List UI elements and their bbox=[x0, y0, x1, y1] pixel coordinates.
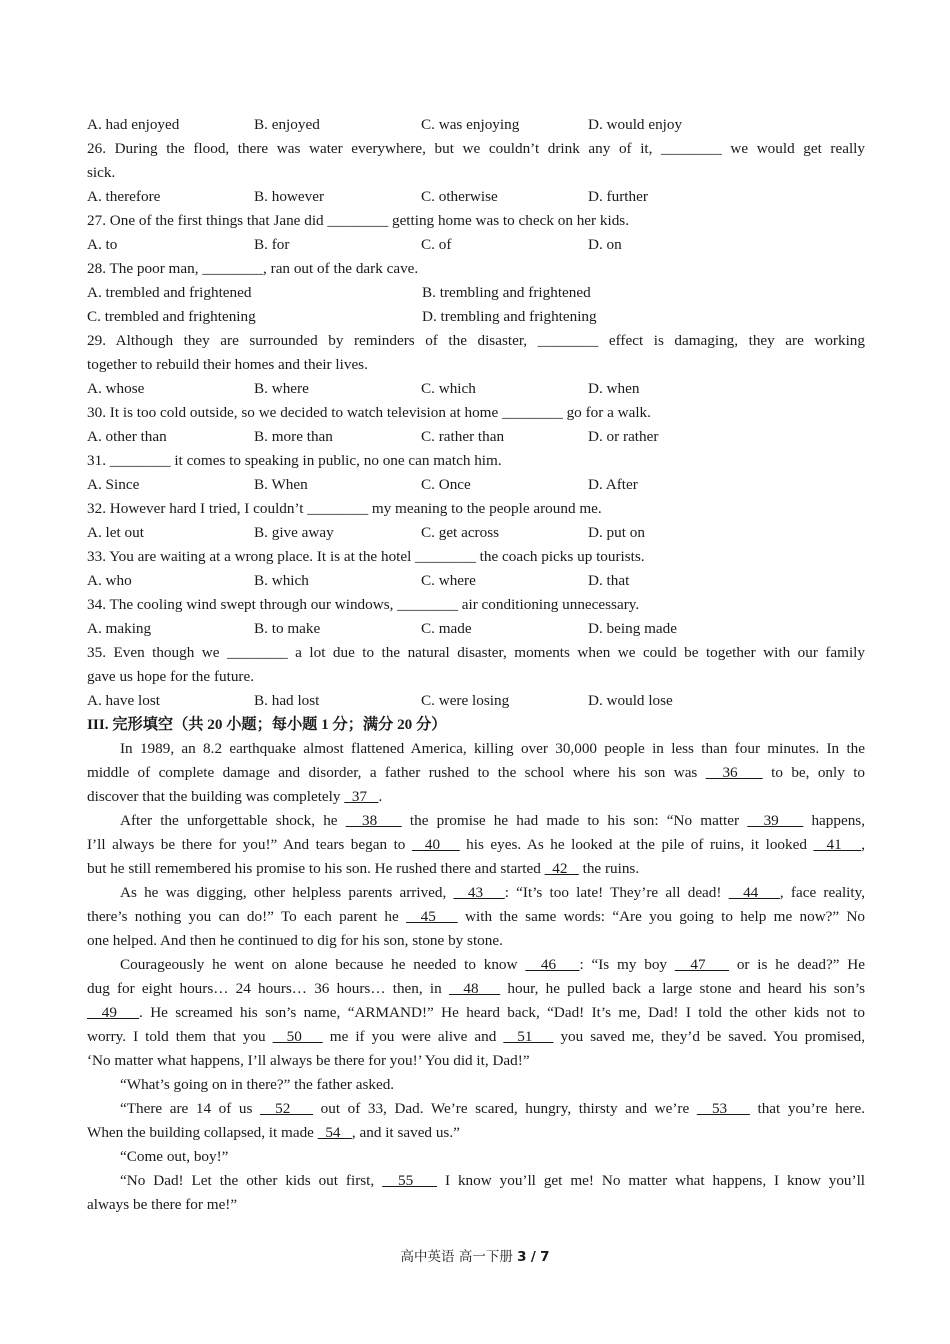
option: B. for bbox=[254, 236, 290, 253]
option: D. would lose bbox=[588, 692, 673, 709]
passage-line: dug for eight hours… 24 hours… 36 hours… then, in 48 hour, he pulled back a large stone and heard his son’s bbox=[87, 980, 865, 997]
cloze-blank: 52 bbox=[259, 1100, 314, 1117]
option: B. where bbox=[254, 380, 309, 397]
passage-line: “What’s going on in there?” the father asked. bbox=[120, 1076, 395, 1093]
q28-options-row1 bbox=[87, 281, 865, 305]
passage-line: 49 . He screamed his son’s name, “ARMAND!” He heard back, “Dad! It’s me, Dad! I told the other kids not to bbox=[87, 1004, 865, 1021]
q30-options bbox=[87, 425, 865, 449]
option: D. further bbox=[588, 188, 648, 205]
option: B. enjoyed bbox=[254, 116, 320, 133]
passage-line: there’s nothing you can do!” To each parent he 45 with the same words: “Are you going to help me now?” No bbox=[87, 908, 865, 925]
question-26: 26. During the flood, there was water everywhere, but we couldn’t drink any of it, ________ we would get really bbox=[87, 140, 865, 157]
option: A. have lost bbox=[87, 692, 160, 709]
option: C. were losing bbox=[421, 692, 510, 709]
passage-line: I’ll always be there for you!” And tears began to 40 his eyes. As he looked at the pile of ruins, it looked 41 , bbox=[87, 836, 865, 853]
passage-line: Courageously he went on alone because he needed to know 46 : “Is my boy 47 or is he dead?” He bbox=[120, 956, 865, 973]
cloze-blank: 38 bbox=[345, 812, 402, 829]
cloze-blank: 48 bbox=[448, 980, 501, 997]
option: C. was enjoying bbox=[421, 116, 520, 133]
q26-options bbox=[87, 185, 865, 209]
cloze-blank: 37 bbox=[344, 788, 379, 805]
option: C. which bbox=[421, 380, 476, 397]
cloze-blank: 53 bbox=[696, 1100, 750, 1117]
question-30: 30. It is too cold outside, so we decided to watch television at home ________ go for a walk. bbox=[87, 404, 651, 421]
cloze-blank: 41 bbox=[813, 836, 862, 853]
exam-page bbox=[87, 113, 865, 1217]
option: D. on bbox=[588, 236, 622, 253]
cloze-blank: 39 bbox=[747, 812, 804, 829]
passage-line: “There are 14 of us 52 out of 33, Dad. We’re scared, hungry, thirsty and we’re 53 that you’re here. bbox=[120, 1100, 865, 1117]
question-32: 32. However hard I tried, I couldn’t ________ my meaning to the people around me. bbox=[87, 500, 602, 517]
question-34: 34. The cooling wind swept through our windows, ________ air conditioning unnecessary. bbox=[87, 596, 640, 613]
passage-line: As he was digging, other helpless parents arrived, 43 : “It’s too late! They’re all dead! 44 , face reality, bbox=[120, 884, 865, 901]
option: A. other than bbox=[87, 428, 167, 445]
passage-line: one helped. And then he continued to dig for his son, stone by stone. bbox=[87, 932, 503, 949]
option: D. trembling and frightening bbox=[422, 308, 597, 325]
footer-separator: / bbox=[530, 1249, 536, 1265]
question-31: 31. ________ it comes to speaking in public, no one can match him. bbox=[87, 452, 502, 469]
question-27: 27. One of the first things that Jane did ________ getting home was to check on her kids. bbox=[87, 212, 630, 229]
passage-line: middle of complete damage and disorder, a father rushed to the school where his son was 36 to be, only to bbox=[87, 764, 865, 781]
q35-options bbox=[87, 689, 865, 713]
passage-line: ‘No matter what happens, I’ll always be there for you!’ You did it, Dad!” bbox=[87, 1052, 530, 1069]
q25-options bbox=[87, 113, 865, 137]
passage-line: When the building collapsed, it made 54 , and it saved us.” bbox=[87, 1124, 460, 1141]
passage-line: but he still remembered his promise to his son. He rushed there and started 42 the ruins. bbox=[87, 860, 640, 877]
passage-line: “Come out, boy!” bbox=[120, 1148, 229, 1165]
passage-line: “No Dad! Let the other kids out first, 55 I know you’ll get me! No matter what happens, I know you’ll bbox=[120, 1172, 865, 1189]
option: A. therefore bbox=[87, 188, 161, 205]
option: D. would enjoy bbox=[588, 116, 683, 133]
question-26-cont: sick. bbox=[87, 164, 116, 181]
question-35: 35. Even though we ________ a lot due to the natural disaster, moments when we could be together with our family bbox=[87, 644, 865, 661]
question-29: 29. Although they are surrounded by reminders of the disaster, ________ effect is damaging, they are working bbox=[87, 332, 865, 349]
option: C. rather than bbox=[421, 428, 505, 445]
q27-options bbox=[87, 233, 865, 257]
cloze-blank: 51 bbox=[503, 1028, 554, 1045]
option: D. when bbox=[588, 380, 640, 397]
option: C. of bbox=[421, 236, 452, 253]
q34-options bbox=[87, 617, 865, 641]
option: A. making bbox=[87, 620, 152, 637]
q28-options-row2 bbox=[87, 305, 865, 329]
option: A. who bbox=[87, 572, 132, 589]
option: B. more than bbox=[254, 428, 333, 445]
cloze-blank: 42 bbox=[544, 860, 579, 877]
cloze-blank: 47 bbox=[674, 956, 730, 973]
question-35-cont: gave us hope for the future. bbox=[87, 668, 255, 685]
option: C. made bbox=[421, 620, 472, 637]
cloze-blank: 44 bbox=[728, 884, 780, 901]
option: B. which bbox=[254, 572, 309, 589]
footer-page-number: 3 bbox=[517, 1249, 527, 1265]
question-33: 33. You are waiting at a wrong place. It is at the hotel ________ the coach picks up tourists. bbox=[87, 548, 645, 565]
option: D. that bbox=[588, 572, 630, 589]
cloze-passage bbox=[87, 737, 865, 1217]
passage-line: In 1989, an 8.2 earthquake almost flattened America, killing over 30,000 people in less than four minutes. In the bbox=[120, 740, 865, 757]
option: C. trembled and frightening bbox=[87, 308, 256, 325]
cloze-blank: 49 bbox=[87, 1004, 140, 1021]
page-footer bbox=[0, 1245, 950, 1265]
q31-options bbox=[87, 473, 865, 497]
option: B. give away bbox=[254, 524, 334, 541]
cloze-blank: 36 bbox=[705, 764, 763, 781]
option: B. trembling and frightened bbox=[422, 284, 591, 301]
section-heading: III. 完形填空（共 20 小题；每小题 1 分；满分 20 分） bbox=[87, 716, 447, 733]
option: A. to bbox=[87, 236, 118, 253]
cloze-blank: 40 bbox=[411, 836, 460, 853]
option: B. however bbox=[254, 188, 325, 205]
option: A. had enjoyed bbox=[87, 116, 180, 133]
q29-options bbox=[87, 377, 865, 401]
option: A. trembled and frightened bbox=[87, 284, 252, 301]
option: B. When bbox=[254, 476, 308, 493]
cloze-blank: 54 bbox=[317, 1124, 352, 1141]
q33-options bbox=[87, 569, 865, 593]
option: C. where bbox=[421, 572, 476, 589]
passage-line: always be there for me!” bbox=[87, 1196, 238, 1213]
cloze-blank: 45 bbox=[406, 908, 458, 925]
cloze-blank: 43 bbox=[453, 884, 505, 901]
cloze-blank: 50 bbox=[272, 1028, 323, 1045]
q32-options bbox=[87, 521, 865, 545]
footer-subject: 高中英语 高一下册 bbox=[400, 1249, 513, 1265]
option: A. Since bbox=[87, 476, 140, 493]
option: D. being made bbox=[588, 620, 677, 637]
footer-total-pages: 7 bbox=[540, 1249, 550, 1265]
question-29-cont: together to rebuild their homes and their lives. bbox=[87, 356, 368, 373]
passage-line: worry. I told them that you 50 me if you were alive and 51 you saved me, they’d be saved. You promised, bbox=[87, 1028, 865, 1045]
option: D. put on bbox=[588, 524, 645, 541]
passage-line: After the unforgettable shock, he 38 the promise he had made to his son: “No matter 39 happens, bbox=[120, 812, 865, 829]
cloze-blank: 46 bbox=[525, 956, 580, 973]
option: C. otherwise bbox=[421, 188, 498, 205]
question-28: 28. The poor man, ________, ran out of the dark cave. bbox=[87, 260, 419, 277]
option: C. get across bbox=[421, 524, 500, 541]
option: C. Once bbox=[421, 476, 471, 493]
option: D. After bbox=[588, 476, 638, 493]
option: B. had lost bbox=[254, 692, 320, 709]
option: D. or rather bbox=[588, 428, 659, 445]
option: A. whose bbox=[87, 380, 145, 397]
option: A. let out bbox=[87, 524, 144, 541]
option: B. to make bbox=[254, 620, 321, 637]
cloze-blank: 55 bbox=[382, 1172, 438, 1189]
passage-line: discover that the building was completely 37 . bbox=[87, 788, 383, 805]
